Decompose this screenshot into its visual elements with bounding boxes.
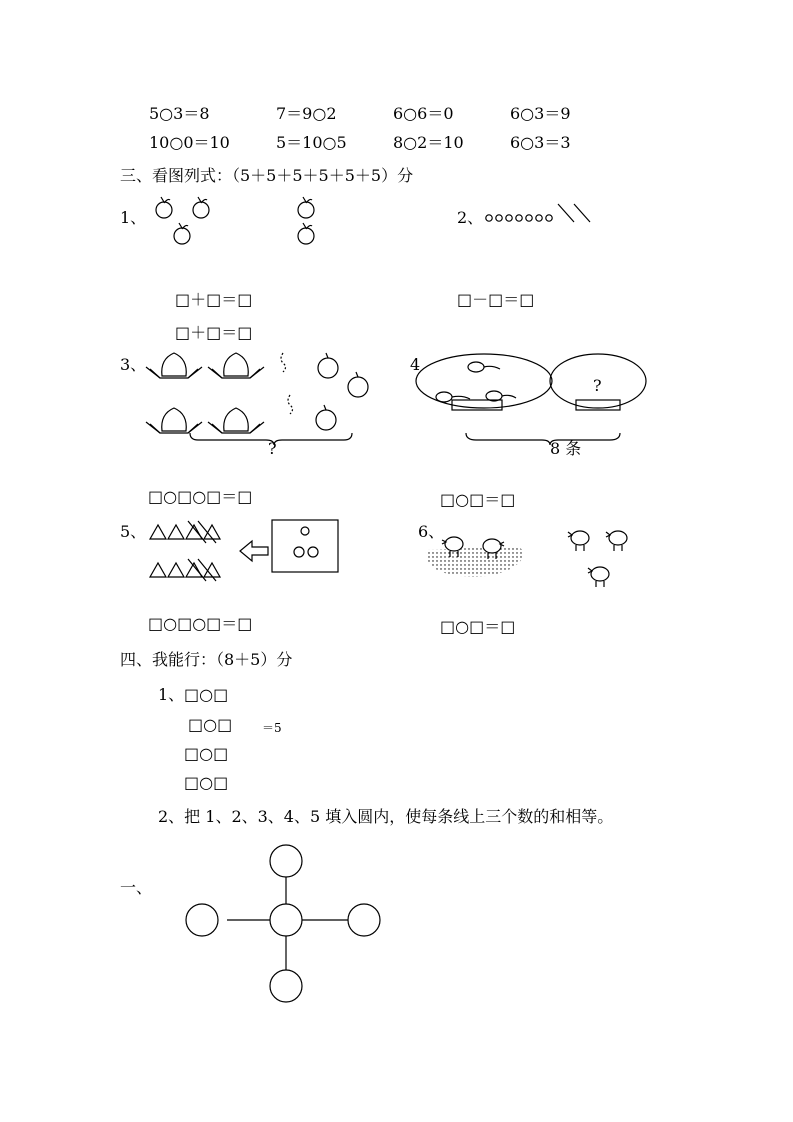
circles-crossed-illustration xyxy=(484,200,594,230)
question2-text: 2、把 1、2、3、4、5 填入圆内，使每条线上三个数的和相等。 xyxy=(158,807,614,826)
equation-row1-c1: 5○3＝8 xyxy=(149,104,210,123)
question1-row-1: □○□ xyxy=(184,685,229,704)
problem1-equation-1: □＋□＝□ xyxy=(175,290,253,309)
question1-row-3: □○□ xyxy=(184,744,229,763)
problem4-question: ? xyxy=(593,376,602,395)
problem4-equation: □○□＝□ xyxy=(440,490,516,509)
right-circle xyxy=(348,904,380,936)
problem4-number: 4 xyxy=(410,355,421,374)
problem2-equation: □－□＝□ xyxy=(457,290,535,309)
equation-row2-c1: 10○0＝10 xyxy=(149,133,230,152)
problem2-number: 2、 xyxy=(457,208,484,227)
problem6-equation: □○□＝□ xyxy=(440,617,516,636)
problem3-question: ? xyxy=(268,439,277,458)
problem3-equation: □○□○□＝□ xyxy=(148,487,253,506)
problem3-number: 3、 xyxy=(120,355,147,374)
circle-cross-diagram xyxy=(180,840,390,1010)
question1-number: 1、 xyxy=(158,685,185,704)
equation-row1-c3: 6○6＝0 xyxy=(393,104,454,123)
triangles-illustration xyxy=(148,515,348,585)
problem6-number: 6、 xyxy=(418,522,445,541)
equation-row2-c4: 6○3＝3 xyxy=(510,133,571,152)
top-circle xyxy=(270,845,302,877)
question1-result: ＝5 xyxy=(262,721,282,735)
equation-row2-c3: 8○2＝10 xyxy=(393,133,464,152)
problem5-equation: □○□○□＝□ xyxy=(148,614,253,633)
equation-row1-c2: 7＝9○2 xyxy=(276,104,337,123)
section4-title: 四、我能行：（8＋5）分 xyxy=(120,650,293,669)
left-circle xyxy=(186,904,218,936)
tadpole-bowls-illustration xyxy=(414,345,654,460)
equation-row1-c4: 6○3＝9 xyxy=(510,104,571,123)
equation-row2-c2: 5＝10○5 xyxy=(276,133,347,152)
bottom-circle xyxy=(270,970,302,1002)
problem5-number: 5、 xyxy=(120,522,147,541)
question1-row-2: □○□ xyxy=(188,715,233,734)
problem1-equation-2: □＋□＝□ xyxy=(175,323,253,342)
center-circle xyxy=(270,904,302,936)
section3-title: 三、看图列式：（5＋5＋5＋5＋5＋5）分 xyxy=(120,166,414,185)
problem1-number: 1、 xyxy=(120,208,147,227)
peaches-illustration xyxy=(138,345,378,460)
apples-illustration xyxy=(148,194,328,254)
problem4-brace-label: 8 条 xyxy=(550,439,582,458)
tail-mark: 一、 xyxy=(120,878,153,897)
chicks-illustration xyxy=(420,520,650,600)
question1-row-4: □○□ xyxy=(184,773,229,792)
